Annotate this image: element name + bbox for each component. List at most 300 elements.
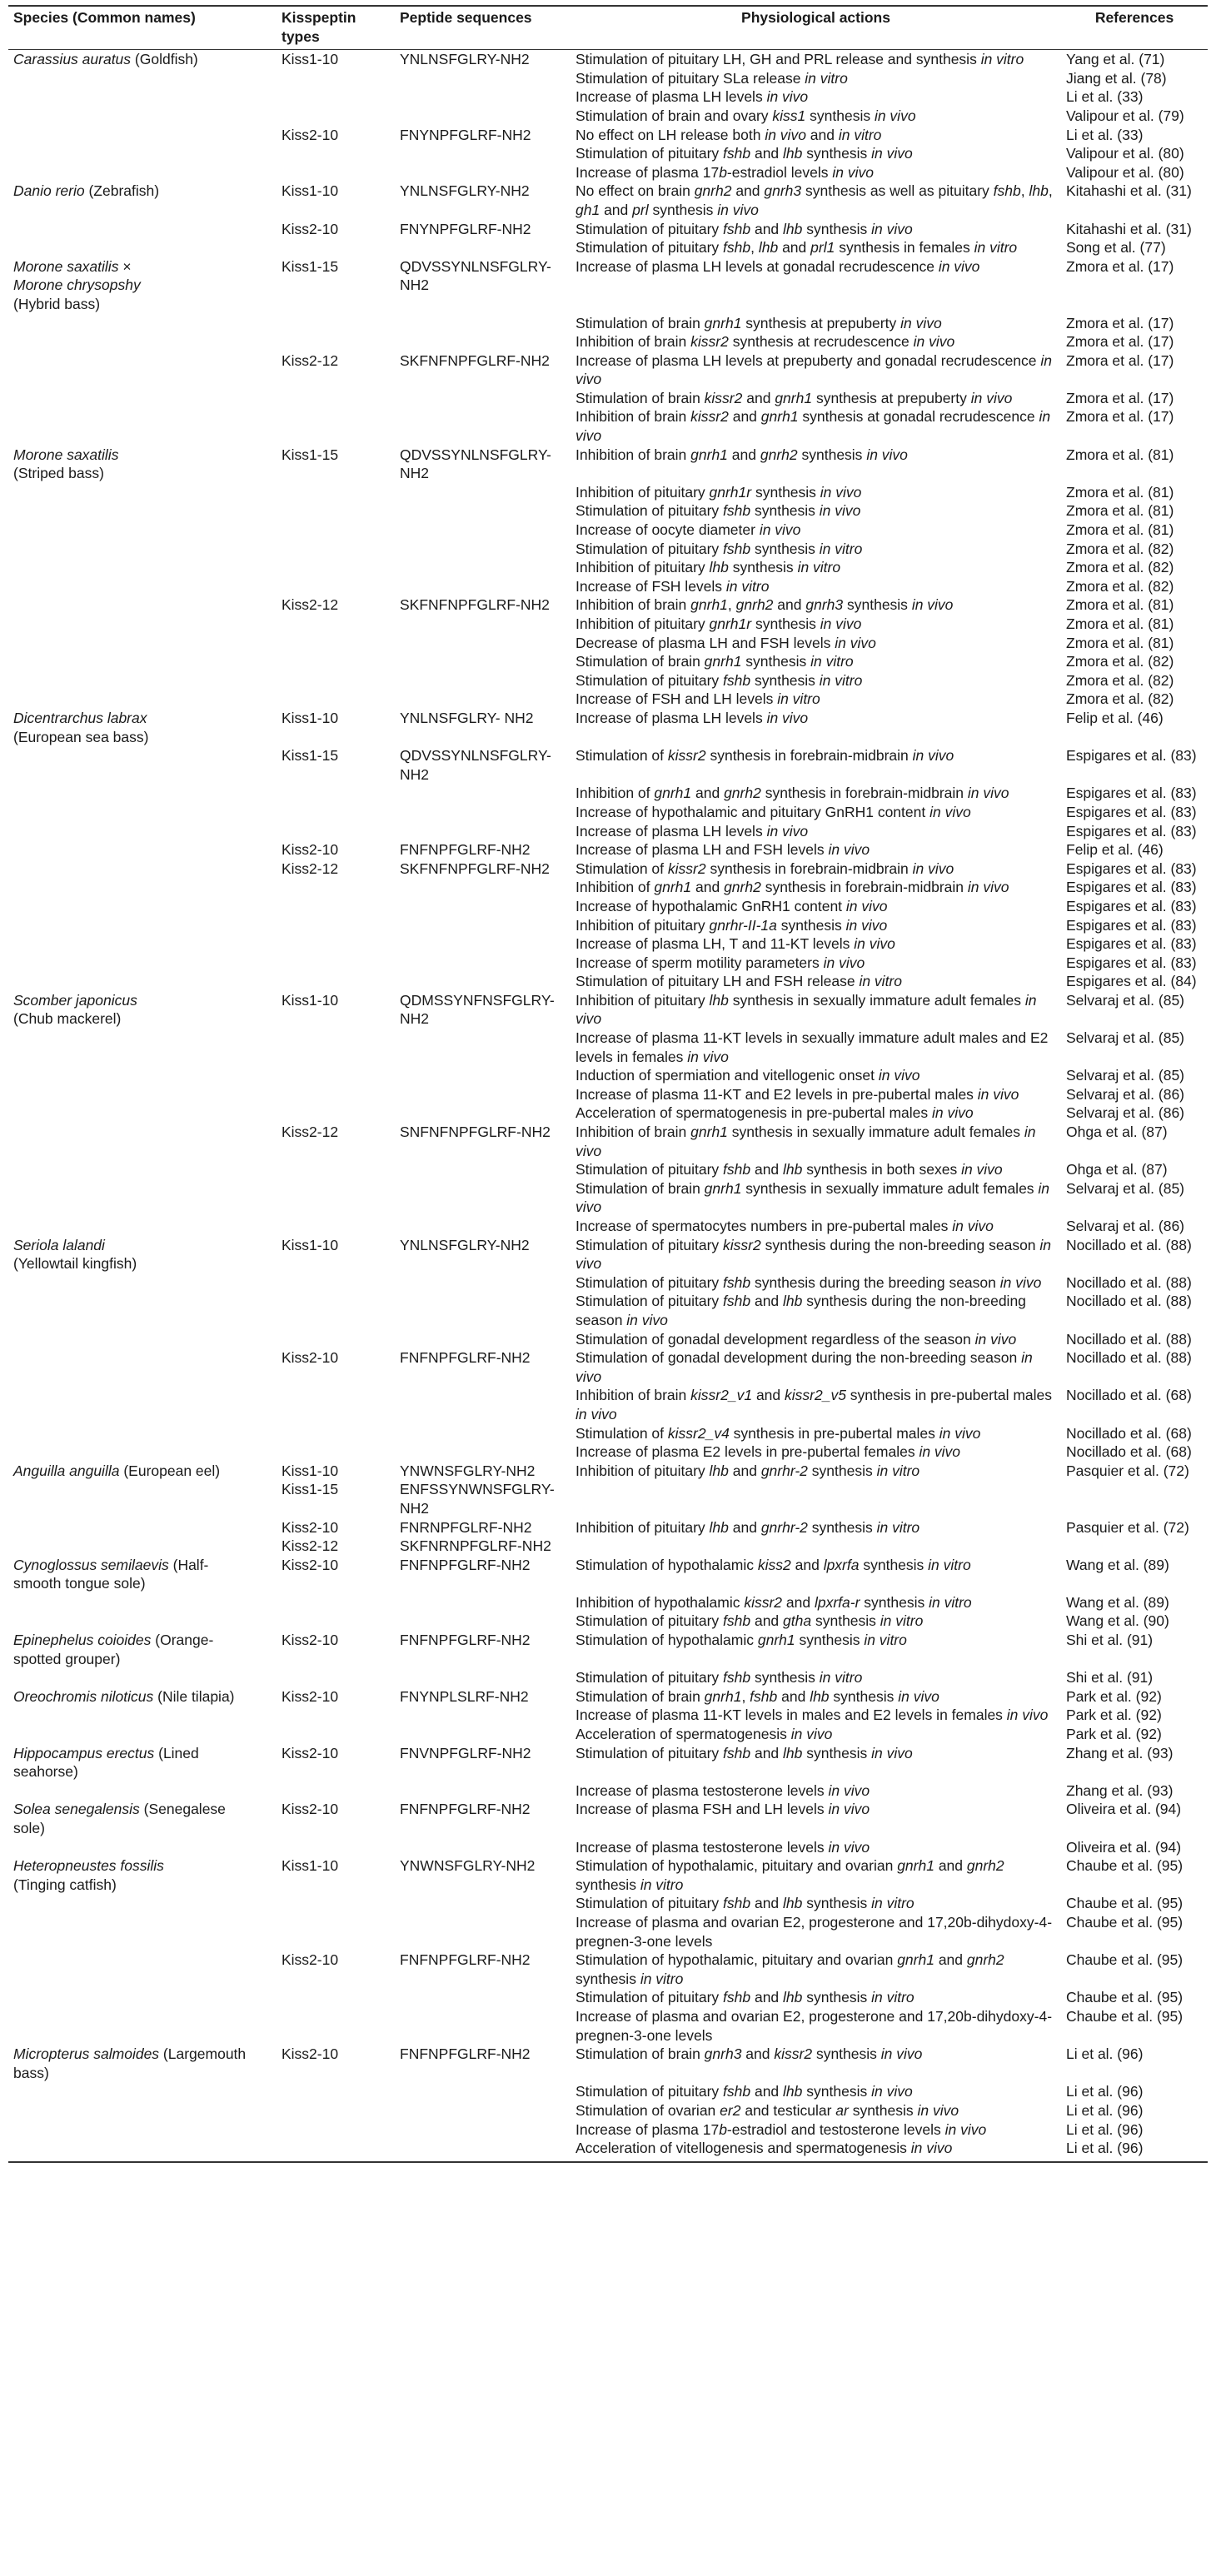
reference-cell bbox=[1061, 1838, 1208, 1857]
species-cell bbox=[8, 1744, 277, 1781]
reference-text: Nocillado et al. (88) bbox=[1066, 1236, 1192, 1253]
italic-text: in vivo bbox=[823, 954, 865, 971]
italic-text: kissr2_v1 bbox=[690, 1387, 753, 1404]
kisspeptin-type: Kiss1-10 bbox=[282, 709, 339, 726]
table-row bbox=[8, 709, 1208, 746]
italic-text: in vivo bbox=[766, 822, 809, 840]
table-row bbox=[8, 1800, 1208, 1837]
kisspeptin-type: Kiss2-12 bbox=[282, 859, 339, 877]
italic-text: in vitro bbox=[929, 1593, 972, 1611]
table-row bbox=[8, 803, 1208, 822]
italic-text: gnrh1 bbox=[897, 1951, 934, 1969]
peptide-sequence: SNFNFNPFGLRF-NH2 bbox=[400, 1124, 551, 1141]
italic-text: in vivo bbox=[974, 1330, 1017, 1348]
italic-text: kissr2_v4 bbox=[667, 1424, 730, 1442]
species-cell bbox=[8, 1725, 277, 1744]
text-run: smooth tongue sole) bbox=[13, 1575, 146, 1592]
kisspeptin-type-cell bbox=[277, 1236, 395, 1273]
italic-text: fshb bbox=[723, 1293, 751, 1310]
text-run: and bbox=[790, 1556, 824, 1573]
peptide-sequence: FNYNPFGLRF-NH2 bbox=[400, 220, 531, 237]
reference-cell bbox=[1061, 1462, 1208, 1518]
reference-text: Espigares et al. (84) bbox=[1066, 973, 1197, 990]
italic-text: in vitro bbox=[797, 559, 841, 576]
kisspeptin-type: Kiss2-12 bbox=[282, 1537, 339, 1555]
italic-text: gnrh2 bbox=[694, 182, 732, 200]
text-run: Increase of plasma and ovarian E2, progesterone and 17,20b-dihydoxy-4-pregnen-3-one levels bbox=[576, 2007, 1053, 2044]
italic-text: fshb bbox=[723, 1161, 751, 1178]
text-run: synthesis in females bbox=[835, 239, 974, 257]
peptide-sequence-cell bbox=[395, 558, 571, 577]
text-run: synthesis as well as pituitary bbox=[801, 182, 994, 200]
header-peptide-sequences: Peptide sequences bbox=[400, 9, 532, 26]
table-row bbox=[8, 1179, 1208, 1217]
kisspeptin-type: Kiss1-10 bbox=[282, 991, 339, 1009]
italic-text: lhb bbox=[783, 145, 803, 162]
kisspeptin-type-cell bbox=[277, 1442, 395, 1462]
text-run: Stimulation of pituitary bbox=[576, 1293, 724, 1310]
reference-text: Zmora et al. (81) bbox=[1066, 615, 1174, 632]
italic-text: in vivo bbox=[854, 935, 895, 953]
kisspeptin-type-cell bbox=[277, 878, 395, 897]
species-cell bbox=[8, 1687, 277, 1707]
physiological-action-cell bbox=[571, 2101, 1061, 2120]
species-cell bbox=[8, 446, 277, 483]
kisspeptin-type-cell bbox=[277, 182, 395, 219]
kisspeptin-type-cell bbox=[277, 991, 395, 1029]
table-row bbox=[8, 1631, 1208, 1668]
text-run: synthesis in sexually immature adult females bbox=[727, 1124, 1024, 1141]
species-cell bbox=[8, 1292, 277, 1329]
kisspeptin-type-cell bbox=[277, 220, 395, 239]
kisspeptin-type-cell bbox=[277, 1612, 395, 1631]
kisspeptin-type: Kiss2-10 bbox=[282, 2045, 339, 2063]
peptide-sequence-cell bbox=[395, 257, 571, 314]
kisspeptin-type: Kiss2-10 bbox=[282, 1687, 339, 1705]
physiological-action-cell bbox=[571, 389, 1061, 408]
kisspeptin-type: Kiss2-12 bbox=[282, 1124, 339, 1141]
italic-text: fshb bbox=[723, 1273, 751, 1291]
peptide-sequence-cell bbox=[395, 840, 571, 859]
kisspeptin-type-cell bbox=[277, 1856, 395, 1894]
italic-text: in vivo bbox=[576, 1236, 1052, 1273]
physiological-action-cell bbox=[571, 1518, 1061, 1556]
text-run: synthesis bbox=[843, 596, 912, 614]
species-cell bbox=[8, 351, 277, 389]
peptide-sequence-cell bbox=[395, 126, 571, 145]
species-cell bbox=[8, 558, 277, 577]
physiological-action-cell bbox=[571, 840, 1061, 859]
peptide-sequence-cell bbox=[395, 803, 571, 822]
table-row bbox=[8, 1612, 1208, 1631]
italic-text: in vivo bbox=[766, 709, 809, 726]
italic-text: gnrh1 bbox=[690, 1124, 728, 1141]
text-run: (Yellowtail kingfish) bbox=[13, 1255, 137, 1273]
table-row bbox=[8, 746, 1208, 784]
physiological-action-cell bbox=[571, 746, 1061, 784]
text-run: (Largemouth bbox=[159, 2045, 247, 2063]
kisspeptin-type: Kiss1-15 bbox=[282, 257, 339, 275]
text-run: Stimulation of pituitary bbox=[576, 540, 724, 557]
text-run: and bbox=[600, 201, 633, 218]
species-cell bbox=[8, 144, 277, 163]
kisspeptin-type-cell bbox=[277, 671, 395, 690]
header-species: Species (Common names) bbox=[13, 9, 196, 26]
text-run: synthesis bbox=[797, 446, 867, 463]
text-run: Increase of plasma FSH and LH levels bbox=[576, 1801, 829, 1818]
physiological-action-cell bbox=[571, 1217, 1061, 1236]
reference-text: Li et al. (96) bbox=[1066, 2140, 1144, 2157]
text-run: (Lined bbox=[154, 1744, 199, 1761]
peptide-sequence-cell bbox=[395, 2007, 571, 2045]
table-row bbox=[8, 163, 1208, 182]
italic-text: fshb bbox=[723, 1744, 751, 1761]
header-references: References bbox=[1094, 9, 1174, 26]
physiological-action-cell bbox=[571, 1085, 1061, 1104]
text-run: Increase of FSH levels bbox=[576, 577, 726, 595]
italic-text: in vivo bbox=[952, 1218, 994, 1234]
text-run: synthesis bbox=[750, 671, 820, 689]
italic-text: gnrh2 bbox=[760, 446, 798, 463]
physiological-action-cell bbox=[571, 220, 1061, 239]
reference-cell bbox=[1061, 878, 1208, 897]
peptide-sequence: FNFNPFGLRF-NH2 bbox=[400, 1556, 531, 1573]
peptide-sequence: NH2 bbox=[400, 765, 430, 783]
reference-cell bbox=[1061, 1160, 1208, 1179]
text-run: synthesis bbox=[751, 615, 820, 632]
reference-text: Li et al. (96) bbox=[1066, 2045, 1144, 2063]
text-run: Stimulation of pituitary LH, GH and PRL release and synthesis bbox=[576, 51, 981, 68]
physiological-action-cell bbox=[571, 2082, 1061, 2101]
species-cell bbox=[8, 332, 277, 351]
physiological-action-cell bbox=[571, 1160, 1061, 1179]
physiological-action-cell bbox=[571, 1104, 1061, 1123]
italic-text: in vivo bbox=[878, 1067, 920, 1084]
reference-cell bbox=[1061, 1894, 1208, 1913]
physiological-action-cell bbox=[571, 897, 1061, 916]
text-run: Increase of spermatocytes numbers in pre-pubertal males bbox=[576, 1218, 953, 1234]
species-cell bbox=[8, 878, 277, 897]
italic-text: in vivo bbox=[1006, 1707, 1049, 1724]
text-run: Increase of hypothalamic and pituitary GnRH1 content bbox=[576, 803, 930, 820]
text-run: Stimulation of brain bbox=[576, 1687, 705, 1705]
species-cell bbox=[8, 1029, 277, 1066]
reference-text: Shi et al. (91) bbox=[1066, 1669, 1154, 1687]
peptide-sequence-cell bbox=[395, 351, 571, 389]
species-cell bbox=[8, 69, 277, 88]
reference-cell bbox=[1061, 1123, 1208, 1160]
italic-text: in vivo bbox=[871, 220, 913, 237]
reference-cell bbox=[1061, 1781, 1208, 1801]
text-run: Stimulation of pituitary bbox=[576, 1612, 724, 1630]
reference-cell bbox=[1061, 1518, 1208, 1556]
peptide-sequence-cell bbox=[395, 1386, 571, 1423]
text-run: synthesis bbox=[802, 145, 872, 162]
reference-cell bbox=[1061, 690, 1208, 709]
reference-text: Zmora et al. (82) bbox=[1066, 671, 1174, 689]
peptide-sequence-cell bbox=[395, 501, 571, 521]
reference-text: Selvaraj et al. (86) bbox=[1066, 1218, 1185, 1234]
reference-cell bbox=[1061, 954, 1208, 973]
italic-text: fshb bbox=[993, 182, 1021, 200]
text-run: and bbox=[750, 2083, 784, 2100]
reference-text: Ohga et al. (87) bbox=[1066, 1124, 1168, 1141]
physiological-action-cell bbox=[571, 1725, 1061, 1744]
peptide-sequence-cell bbox=[395, 784, 571, 803]
italic-text: prl1 bbox=[810, 239, 835, 257]
text-run: Stimulation of pituitary bbox=[576, 1161, 724, 1178]
text-run: Stimulation of brain and ovary bbox=[576, 107, 773, 124]
peptide-sequence-cell bbox=[395, 182, 571, 219]
peptide-sequence-cell bbox=[395, 389, 571, 408]
italic-text: in vivo bbox=[917, 2101, 959, 2119]
table-row bbox=[8, 652, 1208, 671]
italic-text: in vitro bbox=[974, 239, 1018, 257]
italic-text: in vitro bbox=[640, 1970, 684, 1987]
physiological-action-cell bbox=[571, 1179, 1061, 1217]
reference-cell bbox=[1061, 859, 1208, 879]
kisspeptin-type-cell bbox=[277, 2082, 395, 2101]
peptide-sequence-cell bbox=[395, 1913, 571, 1951]
text-run: Increase of plasma LH levels bbox=[576, 88, 767, 106]
text-run: and bbox=[691, 785, 725, 802]
italic-text: in vivo bbox=[576, 1349, 1033, 1385]
italic-text: gnrh2 bbox=[724, 785, 761, 802]
kisspeptin-type-cell bbox=[277, 916, 395, 935]
reference-text: Li et al. (96) bbox=[1066, 2101, 1144, 2119]
text-run: (European sea bass) bbox=[13, 728, 149, 745]
table-row bbox=[8, 1687, 1208, 1707]
physiological-action-cell bbox=[571, 784, 1061, 803]
table-row bbox=[8, 897, 1208, 916]
table-row bbox=[8, 1668, 1208, 1687]
italic-text: lhb bbox=[783, 2083, 803, 2100]
text-run: synthesis in forebrain-midbrain bbox=[760, 785, 968, 802]
kisspeptin-type-cell bbox=[277, 972, 395, 991]
text-run: Stimulation of pituitary bbox=[576, 502, 724, 520]
species-cell bbox=[8, 916, 277, 935]
text-run: Inhibition of pituitary bbox=[576, 559, 710, 576]
physiological-action-cell bbox=[571, 1066, 1061, 1085]
reference-text: Valipour et al. (80) bbox=[1066, 163, 1184, 181]
italic-text: Morone chrysopshy bbox=[13, 277, 141, 294]
species-cell bbox=[8, 991, 277, 1029]
kisspeptin-type-cell bbox=[277, 1894, 395, 1913]
reference-cell bbox=[1061, 2082, 1208, 2101]
species-cell bbox=[8, 2007, 277, 2045]
italic-text: in vivo bbox=[832, 163, 874, 181]
text-run: synthesis at prepuberty bbox=[812, 389, 971, 406]
text-run: Increase of plasma LH levels bbox=[576, 822, 767, 840]
reference-cell bbox=[1061, 1104, 1208, 1123]
text-run: Inhibition of pituitary bbox=[576, 615, 710, 632]
text-run: × bbox=[118, 257, 132, 275]
table-row bbox=[8, 1781, 1208, 1801]
peptide-sequence-cell bbox=[395, 1236, 571, 1273]
peptide-sequence: NH2 bbox=[400, 465, 430, 482]
table-row bbox=[8, 1838, 1208, 1857]
reference-text: Oliveira et al. (94) bbox=[1066, 1838, 1182, 1856]
italic-text: in vitro bbox=[871, 1895, 914, 1912]
text-run: Inhibition of pituitary bbox=[576, 483, 710, 501]
text-run: Increase of hypothalamic GnRH1 content bbox=[576, 897, 846, 914]
text-run: and bbox=[805, 126, 839, 143]
italic-text: fshb bbox=[723, 1612, 751, 1630]
table-row bbox=[8, 991, 1208, 1029]
peptide-sequence-cell bbox=[395, 1160, 571, 1179]
italic-text: in vitro bbox=[876, 1462, 920, 1479]
kisspeptin-type-cell bbox=[277, 1781, 395, 1801]
peptide-sequence-cell bbox=[395, 1856, 571, 1894]
reference-text: Espigares et al. (83) bbox=[1066, 879, 1197, 896]
peptide-sequence: YNLNSFGLRY- NH2 bbox=[400, 709, 534, 726]
peptide-sequence-cell bbox=[395, 1781, 571, 1801]
species-cell bbox=[8, 238, 277, 257]
reference-text: Park et al. (92) bbox=[1066, 1687, 1162, 1705]
species-cell bbox=[8, 577, 277, 596]
reference-text: Zmora et al. (17) bbox=[1066, 408, 1174, 426]
physiological-action-cell bbox=[571, 991, 1061, 1029]
italic-text: gnrh1r bbox=[709, 483, 752, 501]
italic-text: in vitro bbox=[725, 577, 770, 595]
table-row bbox=[8, 2120, 1208, 2140]
reference-text: Zmora et al. (17) bbox=[1066, 351, 1174, 369]
species-cell bbox=[8, 954, 277, 973]
species-cell bbox=[8, 897, 277, 916]
table-row bbox=[8, 1424, 1208, 1443]
peptide-sequence-cell bbox=[395, 1706, 571, 1725]
text-run: Inhibition of brain bbox=[576, 1387, 691, 1404]
species-cell bbox=[8, 501, 277, 521]
kisspeptin-type-cell bbox=[277, 1725, 395, 1744]
italic-text: in vitro bbox=[819, 1669, 863, 1687]
species-cell bbox=[8, 1631, 277, 1668]
reference-text: Wang et al. (89) bbox=[1066, 1593, 1169, 1611]
reference-cell bbox=[1061, 238, 1208, 257]
physiological-action-cell bbox=[571, 2045, 1061, 2082]
italic-text: gnrh2 bbox=[966, 1951, 1004, 1969]
italic-text: gnrhr-2 bbox=[760, 1462, 808, 1479]
text-run: Inhibition of pituitary bbox=[576, 991, 710, 1009]
reference-text: Espigares et al. (83) bbox=[1066, 747, 1197, 765]
species-cell bbox=[8, 1462, 277, 1518]
italic-text: gnrh1 bbox=[704, 653, 742, 670]
peptide-sequence-cell bbox=[395, 50, 571, 69]
peptide-sequence-cell bbox=[395, 446, 571, 483]
peptide-sequence-cell bbox=[395, 972, 571, 991]
reference-text: Selvaraj et al. (85) bbox=[1066, 1029, 1185, 1047]
italic-text: in vivo bbox=[871, 145, 913, 162]
reference-text: Zmora et al. (82) bbox=[1066, 559, 1174, 576]
physiological-action-cell bbox=[571, 1687, 1061, 1707]
reference-text: Kitahashi et al. (31) bbox=[1066, 220, 1192, 237]
reference-cell bbox=[1061, 446, 1208, 483]
text-run: Stimulation of pituitary SLa release bbox=[576, 69, 805, 87]
text-run: Increase of plasma E2 levels in pre-pubertal females bbox=[576, 1443, 919, 1461]
kisspeptin-type-cell bbox=[277, 934, 395, 954]
physiological-action-cell bbox=[571, 1706, 1061, 1725]
italic-text: in vivo bbox=[765, 126, 806, 143]
reference-cell bbox=[1061, 257, 1208, 314]
reference-cell bbox=[1061, 1800, 1208, 1837]
italic-text: in vivo bbox=[910, 2140, 953, 2157]
peptide-sequence-cell bbox=[395, 2082, 571, 2101]
peptide-sequence-cell bbox=[395, 1348, 571, 1386]
table-row bbox=[8, 1462, 1208, 1518]
text-run: Inhibition of hypothalamic bbox=[576, 1593, 745, 1611]
physiological-action-cell bbox=[571, 1330, 1061, 1349]
italic-text: Danio rerio bbox=[13, 182, 85, 200]
text-run: synthesis in forebrain-midbrain bbox=[705, 859, 913, 877]
table-row bbox=[8, 1217, 1208, 1236]
italic-text: in vivo bbox=[938, 257, 980, 275]
peptide-sequence: QDVSSYNLNSFGLRY- bbox=[400, 257, 551, 275]
reference-cell bbox=[1061, 1951, 1208, 1988]
reference-cell bbox=[1061, 652, 1208, 671]
reference-cell bbox=[1061, 2045, 1208, 2082]
table-row bbox=[8, 1951, 1208, 1988]
text-run: Stimulation of brain bbox=[576, 314, 705, 331]
italic-text: in vitro bbox=[980, 51, 1024, 68]
kisspeptin-type-cell bbox=[277, 840, 395, 859]
reference-cell bbox=[1061, 840, 1208, 859]
reference-cell bbox=[1061, 220, 1208, 239]
peptide-sequence: FNYNPLSLRF-NH2 bbox=[400, 1687, 529, 1705]
text-run: Inhibition of brain bbox=[576, 446, 691, 463]
italic-text: kissr2 bbox=[774, 2045, 813, 2063]
italic-text: Morone saxatilis bbox=[13, 257, 119, 275]
species-cell bbox=[8, 1236, 277, 1273]
peptide-sequence-cell bbox=[395, 407, 571, 445]
table-row bbox=[8, 615, 1208, 634]
italic-text: fshb bbox=[723, 220, 751, 237]
text-run: synthesis bbox=[848, 2101, 918, 2119]
physiological-action-cell bbox=[571, 238, 1061, 257]
reference-cell bbox=[1061, 1687, 1208, 1707]
kisspeptin-type-cell bbox=[277, 540, 395, 559]
reference-cell bbox=[1061, 1442, 1208, 1462]
text-run: synthesis bbox=[812, 2045, 881, 2063]
italic-text: in vitro bbox=[819, 671, 863, 689]
text-run: synthesis at recrudescence bbox=[728, 333, 914, 351]
kisspeptin-type-cell bbox=[277, 897, 395, 916]
italic-text: Carassius auratus bbox=[13, 51, 132, 68]
species-cell bbox=[8, 389, 277, 408]
table-row bbox=[8, 1104, 1208, 1123]
species-cell bbox=[8, 1706, 277, 1725]
kisspeptin-type: Kiss1-10 bbox=[282, 1236, 339, 1253]
text-run: (Orange- bbox=[151, 1632, 214, 1649]
species-cell bbox=[8, 1668, 277, 1687]
physiological-action-cell bbox=[571, 1123, 1061, 1160]
table-row bbox=[8, 916, 1208, 935]
kisspeptin-type-cell bbox=[277, 803, 395, 822]
species-cell bbox=[8, 634, 277, 653]
italic-text: kissr2 bbox=[690, 408, 729, 426]
reference-cell bbox=[1061, 1631, 1208, 1668]
reference-cell bbox=[1061, 934, 1208, 954]
italic-text: prl bbox=[632, 201, 649, 218]
text-run: Stimulation of hypothalamic bbox=[576, 1632, 758, 1649]
physiological-action-cell bbox=[571, 1273, 1061, 1293]
kisspeptin-type-cell bbox=[277, 1029, 395, 1066]
reference-cell bbox=[1061, 1066, 1208, 1085]
kisspeptin-type-cell bbox=[277, 1744, 395, 1781]
reference-cell bbox=[1061, 126, 1208, 145]
italic-text: kissr2 bbox=[667, 747, 706, 765]
reference-text: Li et al. (96) bbox=[1066, 2120, 1144, 2138]
italic-text: in vivo bbox=[866, 446, 908, 463]
